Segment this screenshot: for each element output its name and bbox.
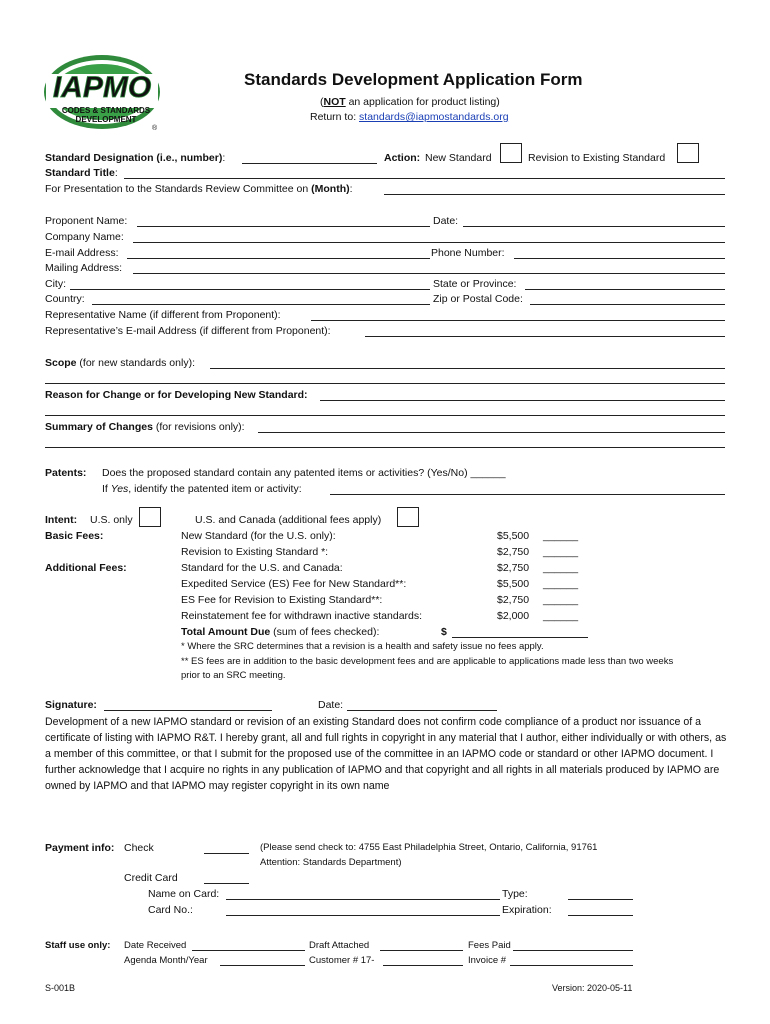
fee-item-blank[interactable]: ______ (543, 530, 579, 542)
date-label: Date: (433, 215, 459, 227)
draft-attached-field[interactable] (380, 950, 463, 951)
mailing-address-field[interactable] (133, 273, 725, 274)
note-open: ( (320, 96, 324, 108)
return-email-link[interactable]: standards@iapmostandards.org (359, 111, 509, 123)
fees-paid-field[interactable] (513, 950, 633, 951)
if-rest: , identify the patented item or activity: (128, 483, 302, 495)
check-field[interactable] (204, 853, 249, 854)
scope-field[interactable] (210, 368, 725, 369)
fee-note-2b: prior to an SRC meeting. (181, 670, 286, 681)
presentation-colon: : (349, 183, 353, 195)
presentation-row (45, 183, 353, 195)
agenda-label: Agenda Month/Year (124, 955, 208, 966)
signature-date-field[interactable] (347, 710, 497, 711)
if-pre: If (102, 483, 111, 495)
company-name-label: Company Name: (45, 231, 124, 243)
not-application-note (320, 96, 500, 108)
patents-label: Patents: (45, 467, 87, 479)
fee-item-amount: $2,750 (497, 562, 530, 574)
rep-name-label: Representative Name (if different from Proponent): (45, 309, 281, 321)
revision-label: Revision to Existing Standard (528, 152, 666, 164)
expiration-label: Expiration: (502, 904, 552, 916)
note-not: NOT (323, 96, 346, 108)
if-yes: Yes (110, 483, 129, 495)
presentation-month: (Month) (311, 183, 350, 195)
logo-sub1-text: CODES & STANDARDS (61, 106, 151, 115)
city-field[interactable] (70, 289, 430, 290)
us-only-checkbox[interactable] (139, 507, 161, 527)
logo-registered: ® (152, 125, 158, 132)
fees-paid-label: Fees Paid (468, 940, 511, 951)
agenda-field[interactable] (220, 965, 305, 966)
signature-label: Signature: (45, 699, 97, 711)
date-received-field[interactable] (192, 950, 305, 951)
fee-item-blank[interactable]: ______ (543, 546, 579, 558)
designation-label: Standard Designation (i.e., number) (45, 152, 223, 164)
rep-email-label: Representative’s E-mail Address (if different from Proponent): (45, 325, 331, 337)
summary-label: Summary of Changes (45, 421, 153, 433)
date-received-label: Date Received (124, 940, 187, 951)
iapmo-logo (42, 52, 168, 134)
zip-field[interactable] (530, 304, 725, 305)
additional-fees-label: Additional Fees: (45, 562, 127, 574)
check-note-2: Attention: Standards Department) (260, 857, 402, 868)
fee-item-amount: $5,500 (497, 578, 530, 590)
action-label: Action: (384, 152, 421, 164)
presentation-label: For Presentation to the Standards Review Committee on (45, 183, 312, 195)
total-row (181, 626, 379, 638)
card-no-field[interactable] (226, 915, 500, 916)
logo-sub2-text: DEVELOPMENT (75, 115, 137, 124)
designation-field[interactable] (242, 163, 377, 164)
signature-field[interactable] (104, 710, 272, 711)
fee-item-label: ES Fee for Revision to Existing Standard**: (181, 594, 383, 606)
rep-name-field[interactable] (311, 320, 725, 321)
return-to (310, 111, 509, 123)
phone-label: Phone Number: (431, 247, 505, 259)
summary-field-2[interactable] (45, 447, 725, 448)
name-on-card-label: Name on Card: (148, 888, 220, 900)
customer-field[interactable] (383, 965, 463, 966)
signature-date-label: Date: (318, 699, 344, 711)
scope-rest: (for new standards only): (76, 357, 195, 369)
email-field[interactable] (127, 258, 430, 259)
card-no-label: Card No.: (148, 904, 193, 916)
credit-card-field[interactable] (204, 883, 249, 884)
total-label: Total Amount Due (181, 626, 271, 638)
type-field[interactable] (568, 899, 633, 900)
version: Version: 2020-05-11 (552, 983, 633, 993)
date-field[interactable] (463, 226, 725, 227)
company-name-field[interactable] (133, 242, 725, 243)
standard-title-row (45, 167, 118, 179)
total-rest: (sum of fees checked): (270, 626, 380, 638)
summary-row (45, 421, 245, 433)
fee-item-blank[interactable]: ______ (543, 610, 579, 622)
fee-item-label: Revision to Existing Standard *: (181, 546, 329, 558)
return-label: Return to: (310, 111, 360, 123)
scope-label: Scope (45, 357, 77, 369)
proponent-name-field[interactable] (137, 226, 430, 227)
fee-note-2a: ** ES fees are in addition to the basic development fees and are applicable to applications made less than two weeks (181, 656, 674, 667)
scope-row (45, 357, 195, 369)
mailing-address-label: Mailing Address: (45, 262, 123, 274)
fee-item-amount: $5,500 (497, 530, 530, 542)
patent-item-field[interactable] (330, 494, 725, 495)
note-rest: an application for product listing) (345, 96, 500, 108)
fee-item-blank[interactable]: ______ (543, 594, 579, 606)
fee-item-label: Expedited Service (ES) Fee for New Standard**: (181, 578, 407, 590)
fee-item-amount: $2,750 (497, 546, 530, 558)
country-field[interactable] (92, 304, 430, 305)
staff-label: Staff use only: (45, 940, 111, 951)
reason-label: Reason for Change or for Developing New Standard: (45, 389, 308, 401)
city-label: City: (45, 278, 66, 290)
new-standard-label: New Standard (425, 152, 492, 164)
payment-label: Payment info: (45, 842, 115, 854)
standard-title-label: Standard Title (45, 167, 115, 179)
credit-card-label: Credit Card (124, 872, 178, 884)
logo-main-text: IAPMO (52, 71, 152, 104)
fee-item-label: New Standard (for the U.S. only): (181, 530, 336, 542)
scope-field-2[interactable] (45, 383, 725, 384)
name-on-card-field[interactable] (226, 899, 500, 900)
zip-label: Zip or Postal Code: (433, 293, 523, 305)
check-note-1: (Please send check to: 4755 East Philadelphia Street, Ontario, California, 91761 (260, 842, 598, 853)
fee-item-blank[interactable]: ______ (543, 578, 579, 590)
rep-email-field[interactable] (365, 336, 725, 337)
total-field[interactable] (452, 637, 588, 638)
us-only-label: U.S. only (90, 514, 133, 526)
invoice-label: Invoice # (468, 955, 507, 966)
basic-fees-label: Basic Fees: (45, 530, 104, 542)
check-label: Check (124, 842, 154, 854)
intent-label: Intent: (45, 514, 78, 526)
summary-rest: (for revisions only): (152, 421, 245, 433)
revision-checkbox[interactable] (677, 143, 699, 163)
designation-colon: : (222, 152, 226, 164)
presentation-field[interactable] (384, 194, 725, 195)
state-field[interactable] (525, 289, 725, 290)
fee-note-1: * Where the SRC determines that a revision is a health and safety issue no fees apply. (181, 641, 544, 652)
customer-label: Customer # 17- (309, 955, 375, 966)
type-label: Type: (502, 888, 528, 900)
phone-field[interactable] (514, 258, 725, 259)
us-canada-label: U.S. and Canada (additional fees apply) (195, 514, 382, 526)
summary-field[interactable] (258, 432, 725, 433)
proponent-name-label: Proponent Name: (45, 215, 128, 227)
fee-item-amount: $2,000 (497, 610, 530, 622)
fee-item-amount: $2,750 (497, 594, 530, 606)
form-id: S-001B (45, 983, 76, 993)
designation-row (45, 152, 225, 164)
reason-field-2[interactable] (45, 415, 725, 416)
patents-question: Does the proposed standard contain any patented items or activities? (Yes/No) ______ (102, 467, 506, 479)
standard-title-field[interactable] (124, 178, 725, 179)
page-title: Standards Development Application Form (244, 70, 583, 89)
patents-if-yes (102, 483, 302, 495)
total-dollar: $ (441, 626, 447, 638)
expiration-field[interactable] (568, 915, 633, 916)
logo-graphic (42, 52, 168, 134)
copyright-paragraph: Development of a new IAPMO standard or revision of an existing Standard does not confirm code compliance of a product nor issuance of a certificate of listing with IAPMO R&T. I hereby grant, all and full rights in copyright in any material that I author, either individually or with others, as a member of this committee, or that I submit for the proposed use of the committee in an IAPMO code or standard or other IAPMO document. I further acknowledge that I acquire no rights in any publication of IAPMO and that copyright and all rights in all materials produced by IAPMO are owned by IAPMO and that IAPMO may register copyright in its own name (45, 716, 727, 792)
draft-attached-label: Draft Attached (309, 940, 370, 951)
us-canada-checkbox[interactable] (397, 507, 419, 527)
invoice-field[interactable] (510, 965, 633, 966)
email-label: E-mail Address: (45, 247, 119, 259)
fee-item-label: Reinstatement fee for withdrawn inactive standards: (181, 610, 423, 622)
standard-title-colon: : (114, 167, 118, 179)
reason-field[interactable] (320, 400, 725, 401)
fee-item-label: Standard for the U.S. and Canada: (181, 562, 343, 574)
country-label: Country: (45, 293, 85, 305)
state-label: State or Province: (433, 278, 517, 290)
fee-item-blank[interactable]: ______ (543, 562, 579, 574)
new-standard-checkbox[interactable] (500, 143, 522, 163)
